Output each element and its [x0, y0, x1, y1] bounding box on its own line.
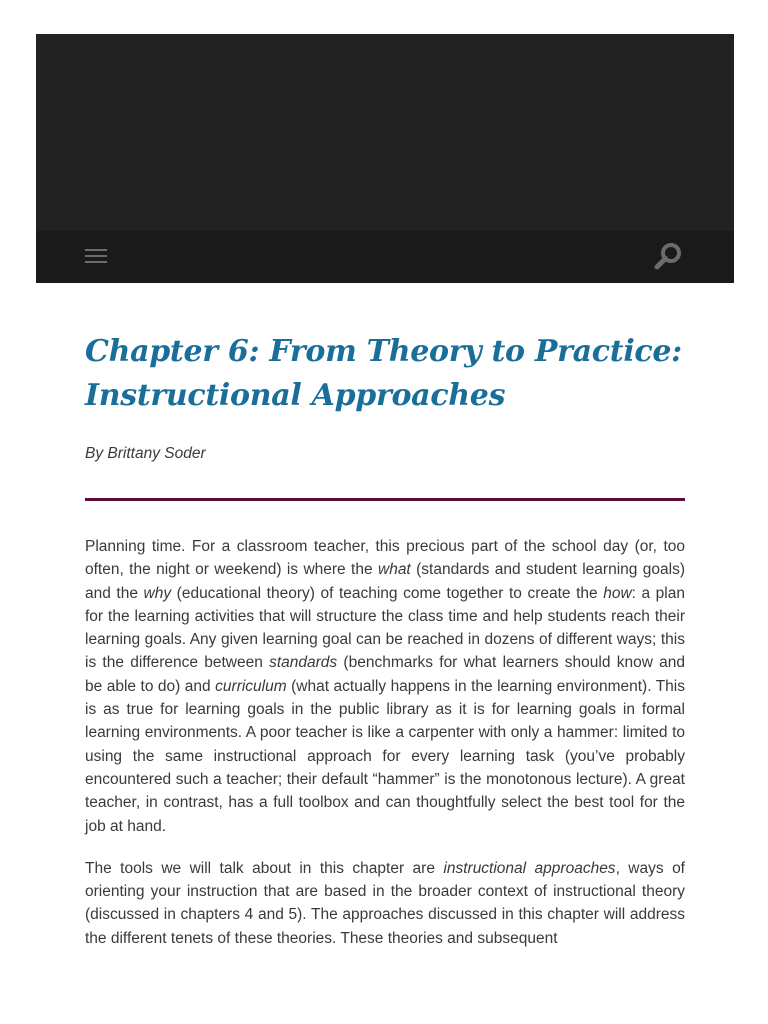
- emphasis-what: what: [378, 561, 411, 579]
- paragraph-2-text-2: , ways of orienting your instruction that are based in the broader context of instructional theory (discussed in chapters 4 and 5). The approaches discussed in this chapter will address the different tenets of these theories. These theories and subsequent: [85, 859, 685, 947]
- emphasis-why: why: [143, 584, 172, 602]
- paragraph-2: [85, 857, 685, 950]
- chapter-title: [85, 330, 685, 418]
- author-byline: By Brittany Soder: [85, 445, 206, 462]
- emphasis-curriculum: curriculum: [215, 677, 287, 695]
- paragraph-1-text-1: Planning time. For a classroom teacher, this precious part of the school day (or, too often, the night or weekend) is where the: [85, 538, 685, 579]
- hamburger-menu-icon[interactable]: [85, 249, 107, 265]
- emphasis-instructional-approaches: instructional approaches: [443, 859, 616, 877]
- paragraph-2-text-1: The tools we will talk about in this chapter are: [85, 859, 444, 877]
- article-content: [85, 330, 685, 950]
- paragraph-1-text-4: : a plan for the learning activities that will structure the class time and help students reach their learning goals. Any given learning goal can be reached in dozens of different ways; this is the difference between: [85, 584, 685, 672]
- chapter-title-line2: Instructional Approaches: [85, 378, 506, 413]
- article-body: [85, 535, 685, 950]
- paragraph-1-text-6: (what actually happens in the learning environment). This is as true for learning goals in the public library as it is for learning goals in formal learning environments. A poor teacher is like a carpenter with only a hammer: limited to using the same instructional approach for every learning task (you’ve probably encountered such a teacher; their default “hammer” is the monotonous lecture). A great teacher, in contrast, has a full toolbox and can thoughtfully select the best tool for the job at hand.: [85, 677, 685, 835]
- emphasis-how: how: [603, 584, 632, 602]
- chapter-title-line1: Chapter 6: From Theory to Practice:: [85, 334, 682, 369]
- paragraph-1-text-5: (benchmarks for what learners should know and be able to do) and: [85, 654, 686, 695]
- emphasis-standards: standards: [269, 654, 338, 672]
- title-divider: [85, 498, 685, 501]
- paragraph-1-text-2: (standards and student learning goals) and the: [85, 561, 685, 602]
- search-icon[interactable]: [652, 241, 684, 273]
- navigation-bar: [36, 231, 734, 283]
- site-header: [36, 34, 734, 283]
- paragraph-1-text-3: (educational theory) of teaching come together to create the: [171, 584, 604, 602]
- paragraph-1: [85, 535, 685, 838]
